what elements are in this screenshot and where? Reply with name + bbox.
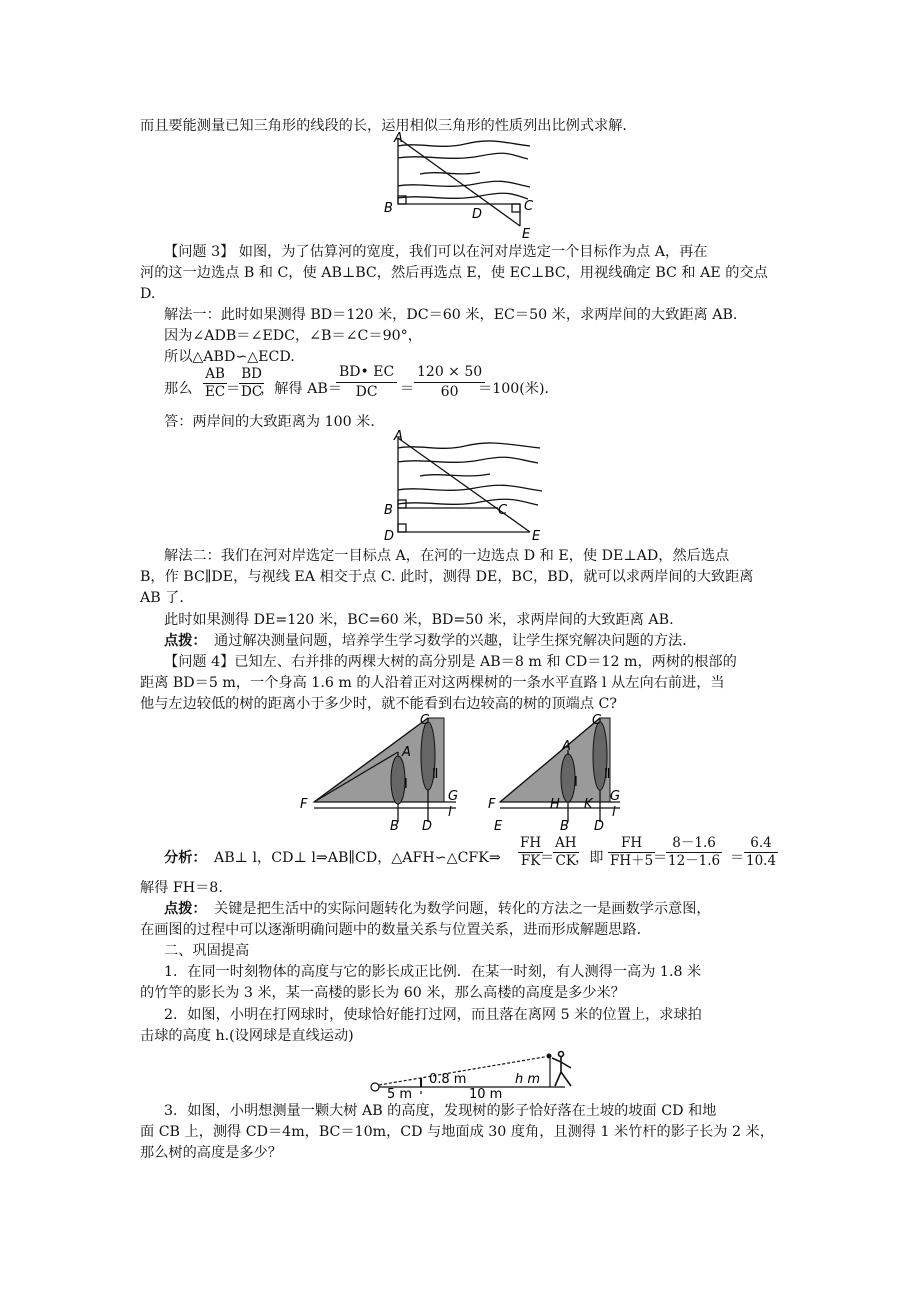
label-B: B (384, 503, 393, 518)
text-line: 答：两岸间的大致距离为 100 米． (164, 414, 385, 430)
river-figure-1 (380, 130, 540, 240)
label-0.8m: 0.8 m (429, 1072, 467, 1087)
label-5m: 5 m (387, 1087, 413, 1102)
text-line: ＝100(米)． (478, 381, 559, 397)
text-line: 关键是把生活中的实际问题转化为数学问题，转化的方法之一是画数学示意图， (214, 901, 711, 917)
text-line: 2．如图，小明在打网球时，使球恰好能打过网，而且落在离网 5 米的位置上，求球拍 (164, 1007, 702, 1023)
fraction-calc: $\frac{120 \times 50}{60}$ (414, 363, 485, 402)
text-line: 1．在同一时刻物体的高度与它的影长成正比例．在某一时刻，有人测得一高为 1.8 米 (164, 964, 702, 980)
text-eq: ＝ (540, 850, 555, 866)
text-line: 面 CB 上，测得 CD＝4m，BC＝10m，CD 与地面成 30 度角，且测得 1 米竹杆的影子长为 2 米， (140, 1124, 774, 1140)
player-icon (552, 1052, 571, 1087)
section-heading: 二、巩固提高 (164, 943, 250, 959)
label-F: F (300, 797, 308, 812)
label-A: A (394, 429, 403, 444)
label-C: C (498, 503, 508, 518)
text-line: AB⊥ l，CD⊥ l⇒AB∥CD，△AFH∽△CFK⇒ (214, 850, 501, 866)
text-line: 3．如图，小明想测量一颗大树 AB 的高度，发现树的影子恰好落在土坡的坡面 CD 和地 (164, 1103, 717, 1119)
text-line: B，作 BC∥DE，与视线 EA 相交于点 C. 此时，测得 DE，BC，BD，就可以求两岸间的大致距离 (140, 569, 754, 585)
text-line: AB 了． (140, 590, 194, 606)
label-A: A (394, 131, 403, 146)
fraction-bdec-dc: $\frac{BD• EC}{DC}$ (336, 363, 397, 402)
text-line: 在画图的过程中可以逐渐明确问题中的数量关系与位置关系，进而形成解题思路． (140, 922, 651, 938)
tree-figure-left (298, 712, 468, 832)
text-line: 解法一：此时如果测得 BD＝120 米，DC＝60 米，EC＝50 米，求两岸间的大致距离 AB. (164, 307, 738, 323)
label-C: C (524, 199, 534, 214)
label-A: A (402, 745, 411, 760)
label-C: C (592, 713, 602, 728)
tree-figure-right (488, 712, 638, 832)
label-C: C (420, 713, 430, 728)
text-line: 距离 BD＝5 m，一个身高 1.6 m 的人沿着正对这两棵树的一条水平直路 l 从左向右前进，当 (140, 675, 725, 691)
label-I: Ⅰ (574, 775, 578, 790)
text-line: 河的这一边选点 B 和 C，使 AB⊥BC，然后再选点 E，使 EC⊥BC，用视线确定 BC 和 AE 的交点 (140, 265, 768, 281)
label-G: G (610, 789, 621, 804)
fraction-64: $\frac{6.4}{10.4}$ (746, 835, 777, 869)
text-line: 通过解决测量问题，培养学生学习数学的兴趣，让学生探究解决问题的方法． (214, 633, 697, 649)
label-E: E (494, 819, 503, 834)
label-hm: h m (515, 1072, 541, 1087)
text-line: 【问题 3】 如图，为了估算河的宽度，我们可以在河对岸选定一个目标作为点 A，再在 (164, 244, 708, 260)
text-eq: ＝ (226, 381, 241, 397)
label-10m: 10 m (469, 1087, 503, 1102)
text-line: 因为∠ADB＝∠EDC，∠B＝∠C＝90°， (164, 328, 422, 344)
fraction-8: $\frac{8-1.6}{12-1.6}$ (668, 835, 721, 869)
label-F: F (488, 797, 496, 812)
fraction-fh-fk: $\frac{FH}{FK}$ (520, 835, 542, 869)
text-line: 那么树的高度是多少？ (140, 1145, 282, 1161)
label-B: B (384, 201, 393, 216)
text-line: 解法二：我们在河对岸选定一目标点 A，在河的一边选点 D 和 E，使 DE⊥AD，然后选点 (164, 548, 730, 564)
fraction-fh-fh5: $\frac{FH}{FH+5}$ (610, 835, 654, 869)
label-E: E (522, 227, 531, 242)
label-D: D (472, 207, 483, 222)
text-line: 解得 FH＝8. (140, 880, 223, 896)
text-line: 那么 (164, 381, 193, 397)
text-line: 击球的高度 h.(设网球是直线运动) (140, 1028, 354, 1044)
label-I: Ⅰ (404, 777, 408, 792)
label-l: l (612, 805, 616, 820)
analysis-label: 分析： (164, 850, 207, 866)
text-line: 他与左边较低的树的距离小于多少时，就不能看到右边较高的树的顶端点 C? (140, 696, 617, 712)
text-eq: ＝ (730, 850, 745, 866)
label-G: G (448, 789, 459, 804)
text-line: 所以△ABD∽△ECD. (164, 349, 295, 365)
text-line: 而且要能测量已知三角形的线段的长，运用相似三角形的性质列出比例式求解． (140, 118, 637, 134)
text-line: ，即 (575, 850, 604, 866)
text-eq: ＝ (653, 850, 668, 866)
label-B: B (390, 819, 399, 834)
label-l: l (448, 805, 452, 820)
label-B: B (560, 819, 569, 834)
label-D: D (384, 529, 395, 544)
label-K: K (584, 797, 593, 812)
tip-label: 点拨： (164, 901, 207, 917)
text-line: 此时如果测得 DE=120 米，BC=60 米，BD=50 米，求两岸间的大致距离 AB. (164, 612, 674, 628)
tip-label: 点拨： (164, 633, 207, 649)
tennis-figure (365, 1050, 585, 1102)
label-II: Ⅱ (432, 767, 439, 782)
text-line: ，解得 AB＝ (260, 381, 342, 397)
label-D: D (594, 819, 605, 834)
text-line: D. (140, 286, 156, 302)
label-A: A (562, 739, 571, 754)
text-line: 的竹竿的影长为 3 米，某一高楼的影长为 60 米，那么高楼的高度是多少米？ (140, 985, 625, 1001)
label-D: D (422, 819, 433, 834)
text-eq: ＝ (400, 381, 415, 397)
fraction-bd-dc: $\frac{BD}{DC}$ (241, 366, 263, 400)
label-II: Ⅱ (604, 767, 611, 782)
fraction-ah-ck: $\frac{AH}{CK}$ (555, 835, 577, 869)
label-H: H (550, 797, 560, 812)
fraction-ab-ec: $\frac{AB}{EC}$ (205, 366, 226, 400)
river-figure-2 (380, 428, 550, 543)
label-E: E (532, 529, 541, 544)
text-line: 【问题 4】已知左、右并排的两棵大树的高分别是 AB＝8 m 和 CD＝12 m，两树的根部的 (164, 654, 737, 670)
racket-icon (547, 1054, 552, 1059)
